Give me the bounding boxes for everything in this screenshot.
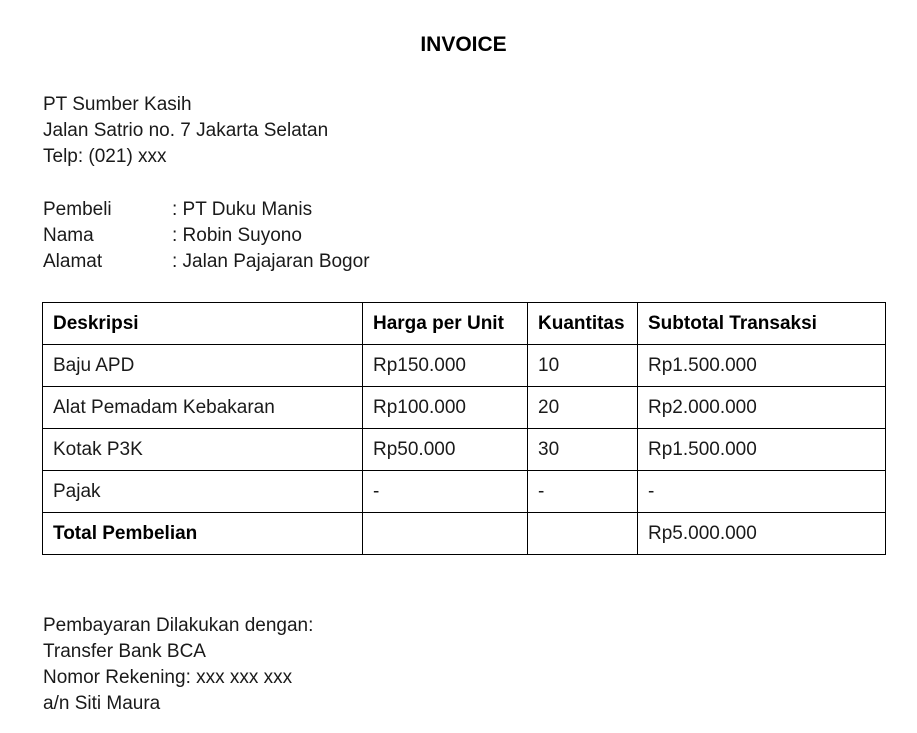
cell-description: Baju APD bbox=[43, 345, 363, 387]
payment-info bbox=[43, 613, 313, 717]
cell-subtotal: - bbox=[638, 471, 886, 513]
buyer-row-name bbox=[43, 223, 370, 249]
total-label: Total Pembelian bbox=[43, 513, 363, 555]
payment-method: Transfer Bank BCA bbox=[43, 641, 206, 662]
total-empty-cell bbox=[363, 513, 528, 555]
cell-quantity: 20 bbox=[528, 387, 638, 429]
seller-name: PT Sumber Kasih bbox=[43, 94, 192, 115]
table-row bbox=[43, 345, 886, 387]
buyer-value: : Jalan Pajajaran Bogor bbox=[172, 251, 370, 272]
table-total-row bbox=[43, 513, 886, 555]
buyer-label: Alamat bbox=[43, 251, 103, 272]
cell-subtotal: Rp2.000.000 bbox=[638, 387, 886, 429]
cell-unit-price: Rp100.000 bbox=[363, 387, 528, 429]
cell-subtotal: Rp1.500.000 bbox=[638, 429, 886, 471]
table-row bbox=[43, 429, 886, 471]
buyer-label: Nama bbox=[43, 225, 94, 246]
cell-description: Kotak P3K bbox=[43, 429, 363, 471]
cell-unit-price: Rp150.000 bbox=[363, 345, 528, 387]
table-row bbox=[43, 471, 886, 513]
payment-account: Nomor Rekening: xxx xxx xxx bbox=[43, 667, 293, 688]
buyer-info bbox=[43, 197, 370, 275]
buyer-value: : Robin Suyono bbox=[172, 225, 302, 246]
buyer-row-address bbox=[43, 249, 370, 275]
total-amount: Rp5.000.000 bbox=[638, 513, 886, 555]
cell-quantity: 10 bbox=[528, 345, 638, 387]
cell-subtotal: Rp1.500.000 bbox=[638, 345, 886, 387]
payment-holder: a/n Siti Maura bbox=[43, 693, 161, 714]
seller-address: Jalan Satrio no. 7 Jakarta Selatan bbox=[43, 120, 329, 141]
invoice-title: INVOICE bbox=[420, 33, 507, 56]
seller-phone: Telp: (021) xxx bbox=[43, 146, 167, 167]
total-empty-cell bbox=[528, 513, 638, 555]
cell-unit-price: Rp50.000 bbox=[363, 429, 528, 471]
seller-info bbox=[43, 92, 328, 170]
cell-quantity: 30 bbox=[528, 429, 638, 471]
buyer-row-company bbox=[43, 197, 370, 223]
cell-description: Pajak bbox=[43, 471, 363, 513]
cell-unit-price: - bbox=[363, 471, 528, 513]
buyer-value: : PT Duku Manis bbox=[172, 199, 313, 220]
payment-heading: Pembayaran Dilakukan dengan: bbox=[43, 615, 314, 636]
buyer-label: Pembeli bbox=[43, 199, 112, 220]
header-quantity: Kuantitas bbox=[528, 303, 638, 345]
table-header-row bbox=[43, 303, 886, 345]
invoice-table bbox=[42, 302, 886, 555]
header-description: Deskripsi bbox=[43, 303, 363, 345]
header-unit-price: Harga per Unit bbox=[363, 303, 528, 345]
cell-description: Alat Pemadam Kebakaran bbox=[43, 387, 363, 429]
table-row bbox=[43, 387, 886, 429]
header-subtotal: Subtotal Transaksi bbox=[638, 303, 886, 345]
cell-quantity: - bbox=[528, 471, 638, 513]
